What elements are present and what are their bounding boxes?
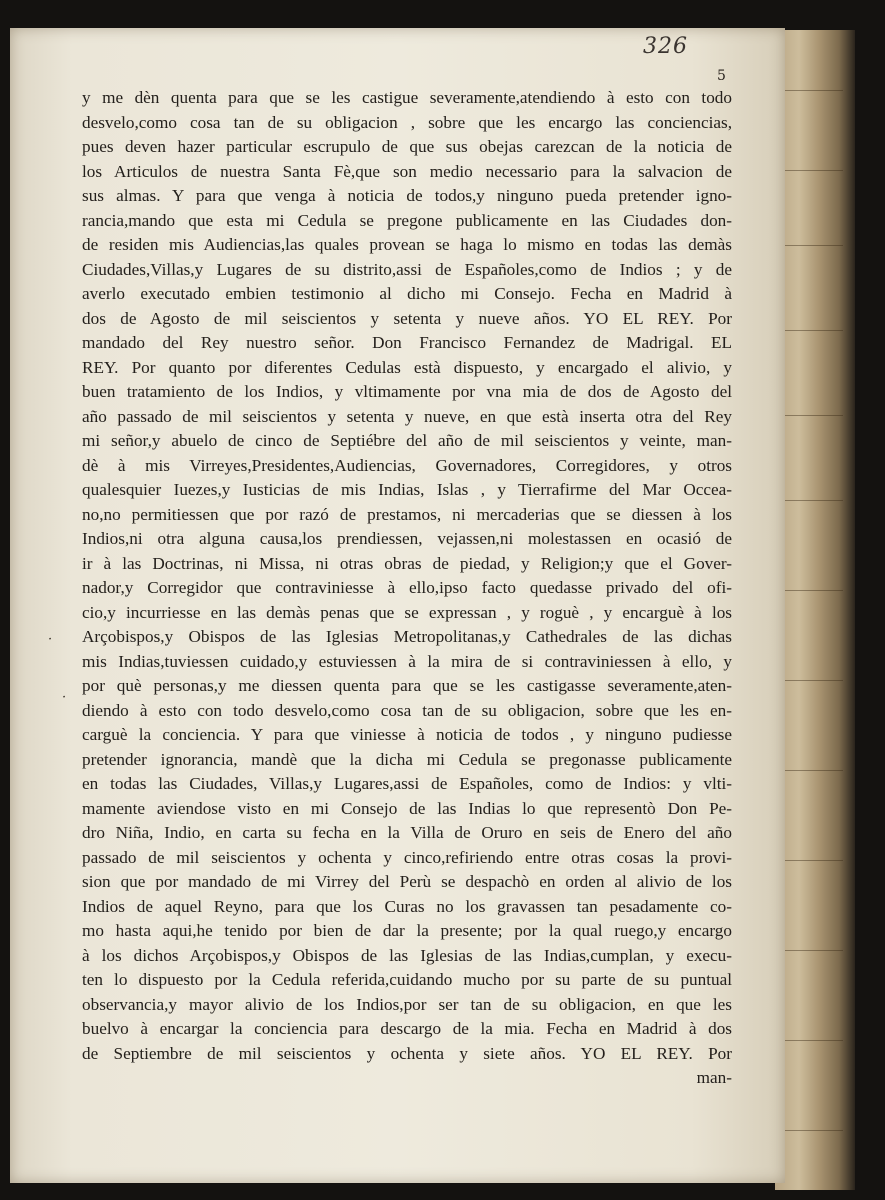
text-line: desvelo,como cosa tan de su obligacion , sobre que les encargo las conciencias, bbox=[82, 112, 732, 132]
body-text bbox=[82, 86, 732, 1091]
text-line: no,no permitiessen que por razó de prestamos, ni mercaderias que se diessen à los bbox=[82, 504, 732, 524]
text-line: Arçobispos,y Obispos de las Iglesias Metropolitanas,y Cathedrales de las dichas bbox=[82, 627, 732, 646]
text-line: dè à mis Virreyes,Presidentes,Audiencias, Governadores, Corregidores, y otros bbox=[82, 455, 732, 475]
text-line: pues deven hazer particular escrupulo de que sus obejas carezcan de la noticia de bbox=[82, 137, 732, 156]
text-line: averlo executado embien testimonio al dicho mi Consejo. Fecha en Madrid à bbox=[82, 284, 732, 303]
text-line: mo hasta aqui,he tenido por bien de dar la presente; por la qual ruego,y encargo bbox=[82, 921, 732, 940]
text-line: Indios de aquel Reyno, para que los Curas no los gravassen tan pesadamente co- bbox=[82, 896, 732, 916]
signature-mark: 5 bbox=[717, 68, 726, 84]
text-line: sion que por mandado de mi Virrey del Perù se despachò en orden al alivio de los bbox=[82, 872, 732, 891]
text-line: de residen mis Audiencias,las quales provean se haga lo mismo en todas las demàs bbox=[82, 235, 732, 254]
text-line: mi señor,y abuelo de cinco de Septiébre del año de mil seiscientos y veinte, man- bbox=[82, 431, 732, 450]
text-line: dos de Agosto de mil seiscientos y setenta y nueve años. YO EL REY. Por bbox=[82, 308, 732, 328]
margin-mark: · bbox=[48, 632, 53, 647]
text-line: dro Niña, Indio, en carta su fecha en la Villa de Oruro en seis de Enero del año bbox=[82, 823, 732, 842]
text-line: de Septiembre de mil seiscientos y ochenta y siete años. YO EL REY. Por bbox=[82, 1043, 732, 1063]
text-line: buen tratamiento de los Indios, y vltimamente por vna mia de dos de Agosto del bbox=[82, 382, 732, 401]
text-line: mis Indias,tuviessen cuidado,y estuviessen à la mira de si contraviniessen à ello, y bbox=[82, 651, 732, 671]
text-line: diendo à esto con todo desvelo,como cosa tan de su obligacion, sobre que les en- bbox=[82, 700, 732, 720]
text-line: mamente aviendose visto en mi Consejo de las Indias lo que representò Don Pe- bbox=[82, 798, 732, 818]
text-line: qualesquier Iuezes,y Iusticias de mis Indias, Islas , y Tierrafirme del Mar Occea- bbox=[82, 480, 732, 499]
text-line: cio,y incurriesse en las demàs penas que se expressan , y roguè , y encarguè à los bbox=[82, 602, 732, 622]
text-line: observancia,y mayor alivio de los Indios,por ser tan de su obligacion, en que les bbox=[82, 994, 732, 1014]
text-line: Ciudades,Villas,y Lugares de su distrito,assi de Españoles,como de Indios ; y de bbox=[82, 259, 732, 279]
text-line: mandado del Rey nuestro señor. Don Francisco Fernandez de Madrigal. EL bbox=[82, 333, 732, 352]
margin-mark: · bbox=[62, 690, 67, 705]
text-line: man- bbox=[696, 1068, 732, 1087]
text-line: y me dèn quenta para que se les castigue severamente,atendiendo à esto con todo bbox=[82, 88, 732, 107]
text-line: nador,y Corregidor que contraviniesse à ello,ipso facto quedasse privado del ofi- bbox=[82, 578, 732, 597]
book-page-edges bbox=[775, 30, 855, 1190]
text-line: Indios,ni otra alguna causa,los prendiessen, vejassen,ni molestassen en ocasió de bbox=[82, 529, 732, 548]
text-line: carguè la conciencia. Y para que viniesse à noticia de todos , y ninguno pudiesse bbox=[82, 725, 732, 744]
text-line: à los dichos Arçobispos,y Obispos de las Iglesias de las Indias,cumplan, y execu- bbox=[82, 945, 732, 965]
text-line: en todas las Ciudades, Villas,y Lugares,assi de Españoles, como de Indios: y vlti- bbox=[82, 774, 732, 793]
text-line: passado de mil seiscientos y ochenta y cinco,refiriendo entre otras cosas la provi- bbox=[82, 847, 732, 867]
text-line: rancia,mando que esta mi Cedula se pregone publicamente en las Ciudades don- bbox=[82, 210, 732, 230]
text-line: ten lo dispuesto por la Cedula referida,cuidando mucho por su parte de su puntual bbox=[82, 970, 732, 989]
text-line: año passado de mil seiscientos y setenta y nueve, en que està inserta otra del Rey bbox=[82, 406, 732, 426]
page-number: 326 bbox=[643, 34, 688, 59]
text-line: los Articulos de nuestra Santa Fè,que son medio necessario para la salvacion de bbox=[82, 161, 732, 181]
text-line: REY. Por quanto por diferentes Cedulas està dispuesto, y encargado el alivio, y bbox=[82, 357, 732, 377]
text-line: buelvo à encargar la conciencia para descargo de la mia. Fecha en Madrid à dos bbox=[82, 1019, 732, 1038]
text-line: pretender ignorancia, mandè que la dicha mi Cedula se pregonasse publicamente bbox=[82, 749, 732, 769]
text-line: sus almas. Y para que venga à noticia de todos,y ninguno pueda pretender igno- bbox=[82, 186, 732, 205]
text-line: ir à las Doctrinas, ni Missa, ni otras obras de piedad, y Religion;y que el Gover- bbox=[82, 553, 732, 573]
text-line: por què personas,y me diessen quenta para que se les castigasse severamente,aten- bbox=[82, 676, 732, 695]
